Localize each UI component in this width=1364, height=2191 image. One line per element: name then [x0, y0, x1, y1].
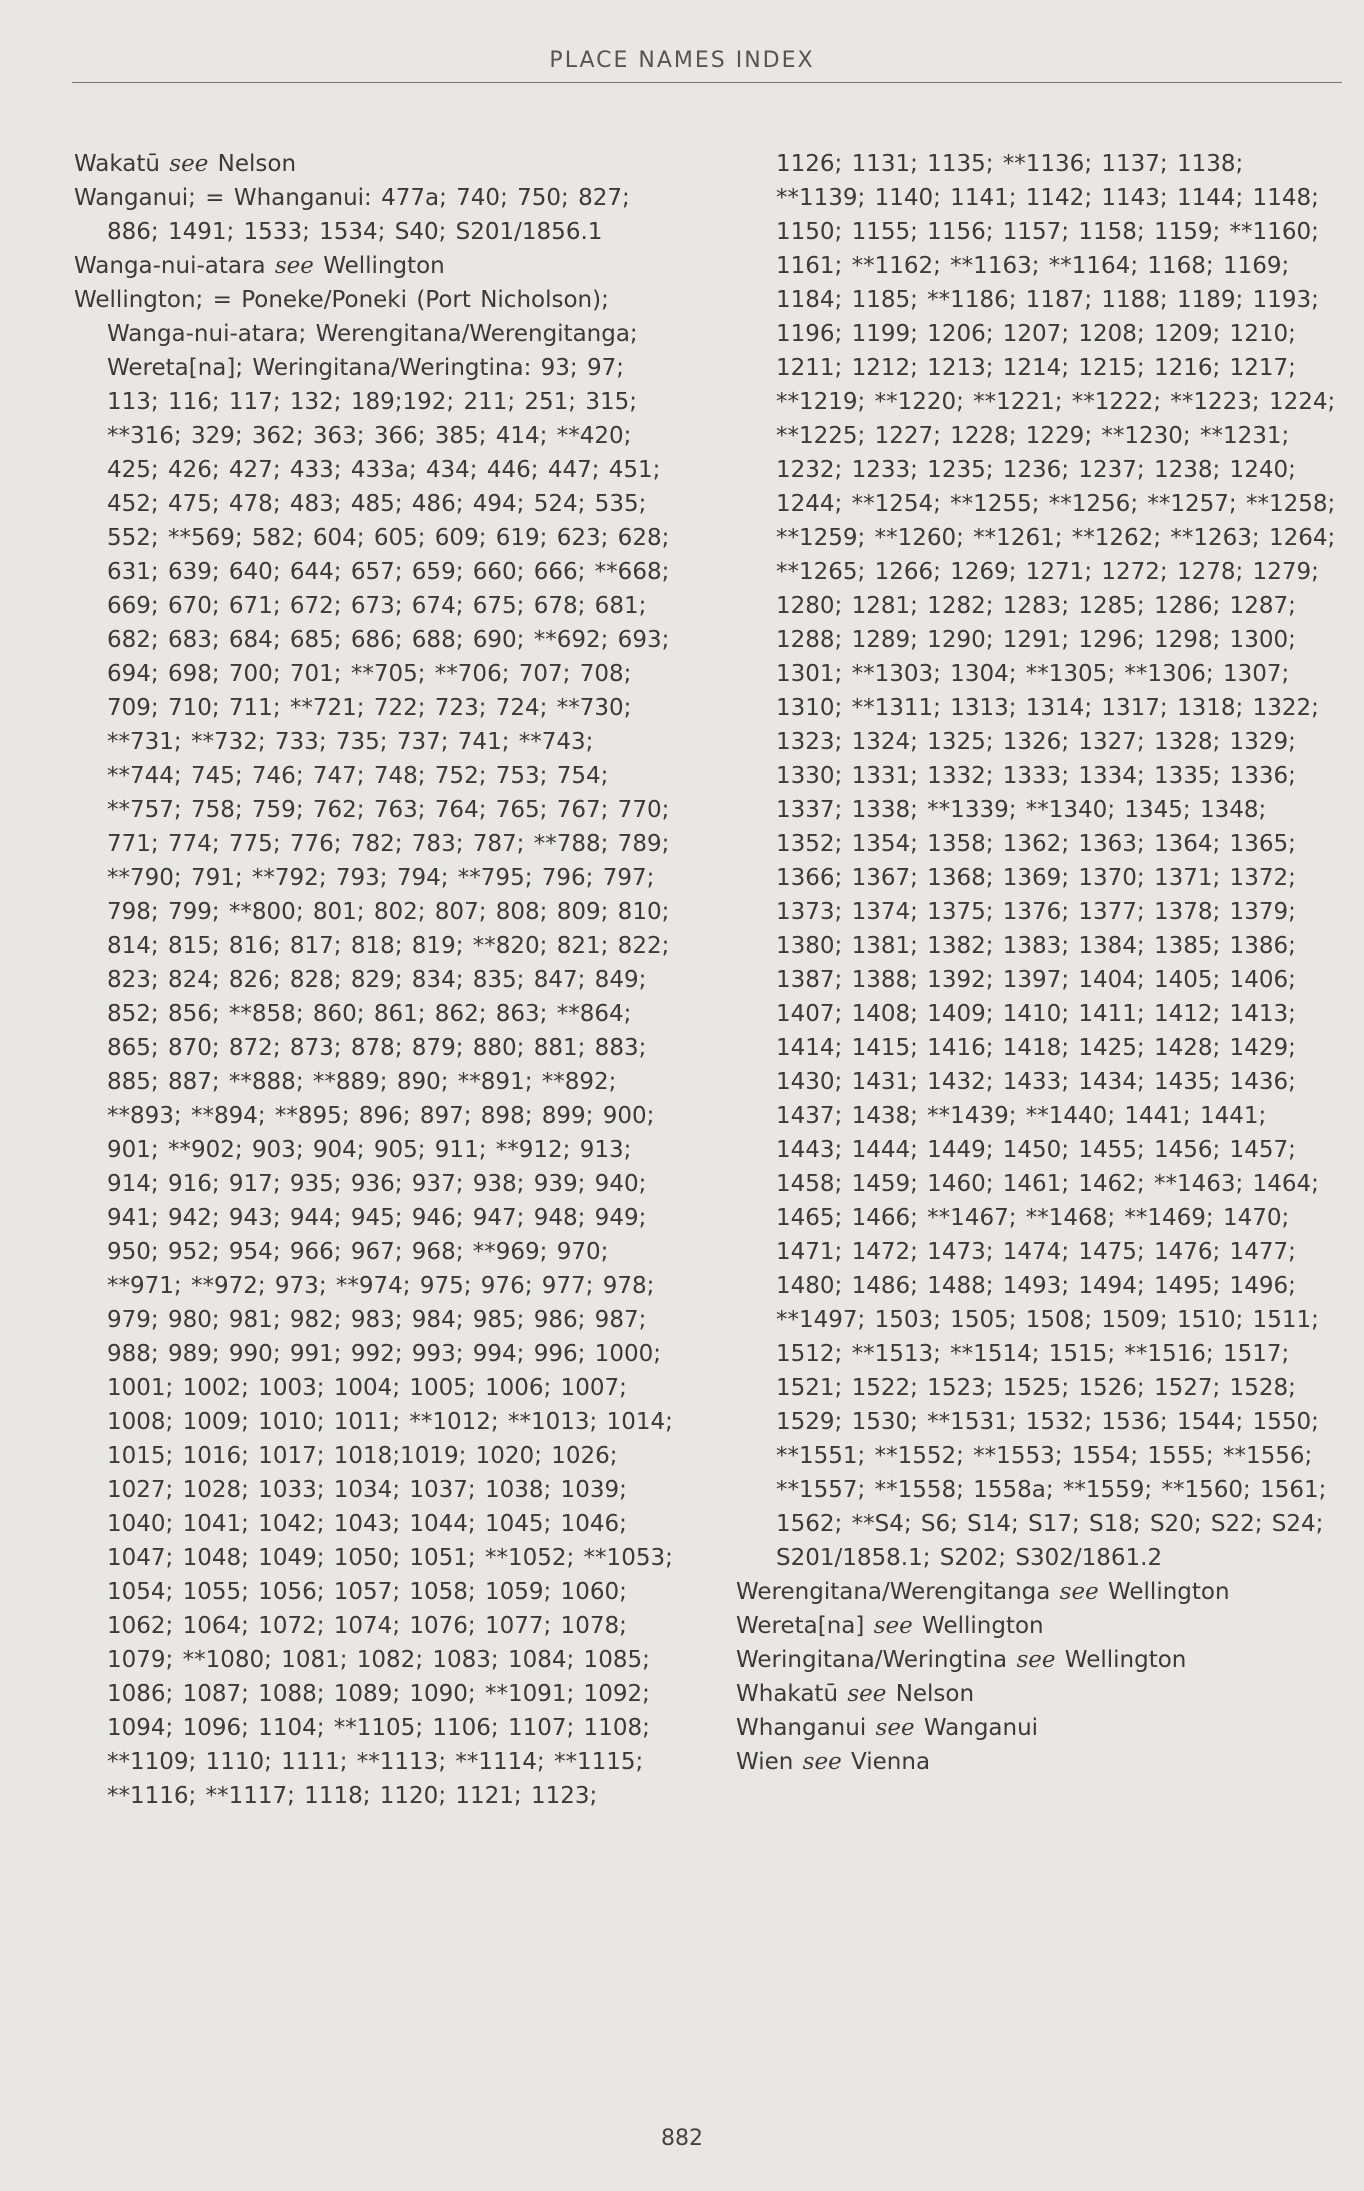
index-entry [736, 1745, 1336, 1779]
index-entry [74, 147, 674, 181]
right-column [736, 147, 1336, 1779]
index-entry [736, 1711, 1336, 1745]
index-entry [74, 249, 674, 283]
see-target: Vienna [851, 1749, 931, 1775]
see-reference: see [1059, 1579, 1099, 1605]
entry-continuation: 1126; 1131; 1135; **1136; 1137; 1138; **1139; 1140; 1141; 1142; 1143; 1144; 1148; 1150; 1155; 1156; 1157; 1158; 1159; **1160; 1161; **1162; **1163; **1164; 1168; 1169; 1184; 1185; **1186; 1187; 1188; 1189; 1193; 1196; 1199; 1206; 1207; 1208; 1209; 1210; 1211; 1212; 1213; 1214; 1215; 1216; 1217; **1219; **1220; **1221; **1222; **1223; 1224; **1225; 1227; 1228; 1229; **1230; **1231; 1232; 1233; 1235; 1236; 1237; 1238; 1240; 1244; **1254; **1255; **1256; **1257; **1258; **1259; **1260; **1261; **1262; **1263; 1264; **1265; 1266; 1269; 1271; 1272; 1278; 1279; 1280; 1281; 1282; 1283; 1285; 1286; 1287; 1288; 1289; 1290; 1291; 1296; 1298; 1300; 1301; **1303; 1304; **1305; **1306; 1307; 1310; **1311; 1313; 1314; 1317; 1318; 1322; 1323; 1324; 1325; 1326; 1327; 1328; 1329; 1330; 1331; 1332; 1333; 1334; 1335; 1336; 1337; 1338; **1339; **1340; 1345; 1348; 1352; 1354; 1358; 1362; 1363; 1364; 1365; 1366; 1367; 1368; 1369; 1370; 1371; 1372; 1373; 1374; 1375; 1376; 1377; 1378; 1379; 1380; 1381; 1382; 1383; 1384; 1385; 1386; 1387; 1388; 1392; 1397; 1404; 1405; 1406; 1407; 1408; 1409; 1410; 1411; 1412; 1413; 1414; 1415; 1416; 1418; 1425; 1428; 1429; 1430; 1431; 1432; 1433; 1434; 1435; 1436; 1437; 1438; **1439; **1440; 1441; 1441; 1443; 1444; 1449; 1450; 1455; 1456; 1457; 1458; 1459; 1460; 1461; 1462; **1463; 1464; 1465; 1466; **1467; **1468; **1469; 1470; 1471; 1472; 1473; 1474; 1475; 1476; 1477; 1480; 1486; 1488; 1493; 1494; 1495; 1496; **1497; 1503; 1505; 1508; 1509; 1510; 1511; 1512; **1513; **1514; 1515; **1516; 1517; 1521; 1522; 1523; 1525; 1526; 1527; 1528; 1529; 1530; **1531; 1532; 1536; 1544; 1550; **1551; **1552; **1553; 1554; 1555; **1556; **1557; **1558; 1558a; **1559; **1560; 1561; 1562; **S4; S6; S14; S17; S18; S20; S22; S24; S201/1858.1; S202; S302/1861.2 [776, 151, 1336, 1571]
see-target: Nelson [895, 1681, 975, 1707]
see-target: Wanganui [923, 1715, 1039, 1741]
entry-name: Wanga-nui-atara [74, 253, 266, 279]
entry-name: Weringitana/Weringtina [736, 1647, 1008, 1673]
see-reference: see [1016, 1647, 1056, 1673]
index-entry: Wellington; = Poneke/Poneki (Port Nicholson); Wanga-nui-atara; Werengitana/Werengitanga; Wereta[na]; Weringitana/Weringtina: 93; 97; 113; 116; 117; 132; 189;192; 211; 251; 315; **316; 329; 362; 363; 366; 385; 414; **420; 425; 426; 427; 433; 433a; 434; 446; 447; 451; 452; 475; 478; 483; 485; 486; 494; 524; 535; 552; **569; 582; 604; 605; 609; 619; 623; 628; 631; 639; 640; 644; 657; 659; 660; 666; **668; 669; 670; 671; 672; 673; 674; 675; 678; 681; 682; 683; 684; 685; 686; 688; 690; **692; 693; 694; 698; 700; 701; **705; **706; 707; 708; 709; 710; 711; **721; 722; 723; 724; **730; **731; **732; 733; 735; 737; 741; **743; **744; 745; 746; 747; 748; 752; 753; 754; **757; 758; 759; 762; 763; 764; 765; 767; 770; 771; 774; 775; 776; 782; 783; 787; **788; 789; **790; 791; **792; 793; 794; **795; 796; 797; 798; 799; **800; 801; 802; 807; 808; 809; 810; 814; 815; 816; 817; 818; 819; **820; 821; 822; 823; 824; 826; 828; 829; 834; 835; 847; 849; 852; 856; **858; 860; 861; 862; 863; **864; 865; 870; 872; 873; 878; 879; 880; 881; 883; 885; 887; **888; **889; 890; **891; **892; **893; **894; **895; 896; 897; 898; 899; 900; 901; **902; 903; 904; 905; 911; **912; 913; 914; 916; 917; 935; 936; 937; 938; 939; 940; 941; 942; 943; 944; 945; 946; 947; 948; 949; 950; 952; 954; 966; 967; 968; **969; 970; **971; **972; 973; **974; 975; 976; 977; 978; 979; 980; 981; 982; 983; 984; 985; 986; 987; 988; 989; 990; 991; 992; 993; 994; 996; 1000; 1001; 1002; 1003; 1004; 1005; 1006; 1007; 1008; 1009; 1010; 1011; **1012; **1013; 1014; 1015; 1016; 1017; 1018;1019; 1020; 1026; 1027; 1028; 1033; 1034; 1037; 1038; 1039; 1040; 1041; 1042; 1043; 1044; 1045; 1046; 1047; 1048; 1049; 1050; 1051; **1052; **1053; 1054; 1055; 1056; 1057; 1058; 1059; 1060; 1062; 1064; 1072; 1074; 1076; 1077; 1078; 1079; **1080; 1081; 1082; 1083; 1084; 1085; 1086; 1087; 1088; 1089; 1090; **1091; 1092; 1094; 1096; 1104; **1105; 1106; 1107; 1108; **1109; 1110; 1111; **1113; **1114; **1115; **1116; **1117; 1118; 1120; 1121; 1123; [74, 287, 673, 1809]
page-number: 882 [661, 2126, 703, 2151]
index-entry: Wanganui; = Whanganui: 477a; 740; 750; 827; 886; 1491; 1533; 1534; S40; S201/1856.1 [74, 185, 630, 245]
entry-name: Whakatū [736, 1681, 839, 1707]
entry-name: Whanganui [736, 1715, 867, 1741]
entry-name: Werengitana/Werengitanga [736, 1579, 1051, 1605]
index-entry [736, 1677, 1336, 1711]
see-target: Wellington [1064, 1647, 1187, 1673]
index-entry [736, 1609, 1336, 1643]
see-target: Wellington [922, 1613, 1044, 1639]
entry-name: Wereta[na] [736, 1613, 865, 1639]
see-reference: see [274, 253, 314, 279]
see-reference: see [875, 1715, 915, 1741]
left-column [74, 147, 674, 1813]
see-target: Wellington [323, 253, 445, 279]
see-target: Wellington [1108, 1579, 1230, 1605]
entry-name: Wakatū [74, 151, 160, 177]
see-reference: see [873, 1613, 913, 1639]
see-reference: see [802, 1749, 842, 1775]
header-rule [72, 82, 1342, 83]
index-entry [736, 1643, 1336, 1677]
see-reference: see [169, 151, 209, 177]
see-target: Nelson [217, 151, 297, 177]
running-head: PLACE NAMES INDEX [549, 48, 815, 73]
see-reference: see [847, 1681, 887, 1707]
index-entry [736, 1575, 1336, 1609]
entry-name: Wien [736, 1749, 794, 1775]
